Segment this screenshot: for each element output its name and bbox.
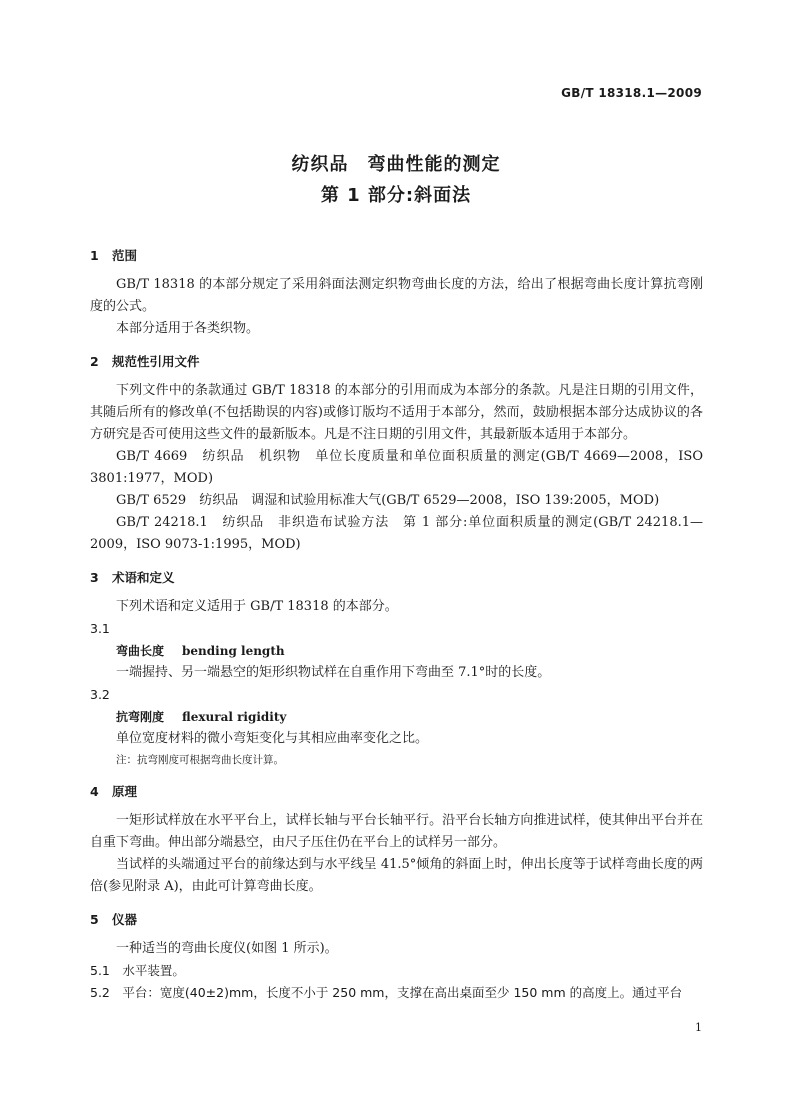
document-title: 纺织品 弯曲性能的测定: [291, 154, 501, 175]
clause-number: 3.1: [90, 621, 110, 636]
paragraph: 下列术语和定义适用于 GB/T 18318 的本部分。: [116, 599, 398, 614]
section-number: 4: [90, 784, 99, 799]
section-heading: 术语和定义: [112, 570, 175, 585]
section-scope: [90, 246, 703, 340]
clause-item: 5.1 水平装置。: [90, 963, 185, 978]
section-number: 5: [90, 912, 99, 927]
section-number: 2: [90, 354, 99, 369]
section-heading: 仪器: [112, 912, 138, 927]
paragraph: 当试样的头端通过平台的前缘达到与水平线呈 41.5°倾角的斜面上时，伸出长度等于试样弯曲长度的两倍(参见附录 A)，由此可计算弯曲长度。: [90, 857, 703, 894]
term-english: bending length: [182, 644, 285, 658]
paragraph: 一矩形试样放在水平平台上，试样长轴与平台长轴平行。沿平台长轴方向推进试样，使其伸出平台并在自重下弯曲。伸出部分端悬空，由尺子压住仍在平台上的试样另一部分。: [90, 813, 703, 850]
definition: 单位宽度材料的微小弯矩变化与其相应曲率变化之比。: [116, 731, 429, 746]
section-normative-references: [90, 352, 703, 556]
term-chinese: 抗弯刚度: [116, 710, 165, 724]
section-terms-definitions: [90, 568, 703, 770]
section-heading: 原理: [112, 784, 138, 799]
document-body: [90, 246, 703, 1004]
clause-number: 3.2: [90, 687, 110, 702]
page-number: 1: [695, 1021, 702, 1034]
section-heading: 范围: [112, 248, 138, 263]
paragraph: GB/T 18318 的本部分规定了采用斜面法测定织物弯曲长度的方法，给出了根据弯曲长度计算抗弯刚度的公式。: [90, 277, 703, 314]
term-english: flexural rigidity: [182, 710, 287, 724]
term-entry: [90, 706, 703, 728]
paragraph: 下列文件中的条款通过 GB/T 18318 的本部分的引用而成为本部分的条款。凡是注日期的引用文件，其随后所有的修改单(不包括勘误的内容)或修订版均不适用于本部分，然而，鼓励根据本部分达成协议的各方研究是否可使用这些文件的最新版本。凡是不注日期的引用文件，其最新版本适用于本部分。: [90, 383, 703, 442]
section-principle: [90, 782, 703, 898]
reference-item: GB/T 4669 纺织品 机织物 单位长度质量和单位面积质量的测定(GB/T 4669—2008，ISO 3801:1977，MOD): [90, 449, 703, 486]
note: 注：抗弯刚度可根据弯曲长度计算。: [116, 754, 284, 766]
section-number: 1: [90, 248, 99, 263]
reference-item: GB/T 24218.1 纺织品 非织造布试验方法 第 1 部分:单位面积质量的测定(GB/T 24218.1—2009，ISO 9073-1:1995，MOD): [90, 515, 703, 552]
definition: 一端握持、另一端悬空的矩形织物试样在自重作用下弯曲至 7.1°时的长度。: [116, 665, 551, 680]
section-apparatus: [90, 910, 703, 1004]
term-chinese: 弯曲长度: [116, 644, 165, 658]
term-entry: [90, 640, 703, 662]
document-subtitle: 第 1 部分:斜面法: [320, 185, 472, 206]
clause-item: 5.2 平台：宽度(40±2)mm，长度不小于 250 mm，支撑在高出桌面至少 150 mm 的高度上。通过平台: [90, 985, 683, 1000]
reference-item: GB/T 6529 纺织品 调湿和试验用标准大气(GB/T 6529—2008，ISO 139:2005，MOD): [116, 493, 660, 508]
section-number: 3: [90, 570, 99, 585]
section-heading: 规范性引用文件: [112, 354, 200, 369]
standard-code: GB/T 18318.1—2009: [561, 86, 702, 100]
paragraph: 本部分适用于各类织物。: [116, 321, 260, 336]
paragraph: 一种适当的弯曲长度仪(如图 1 所示)。: [116, 941, 338, 956]
